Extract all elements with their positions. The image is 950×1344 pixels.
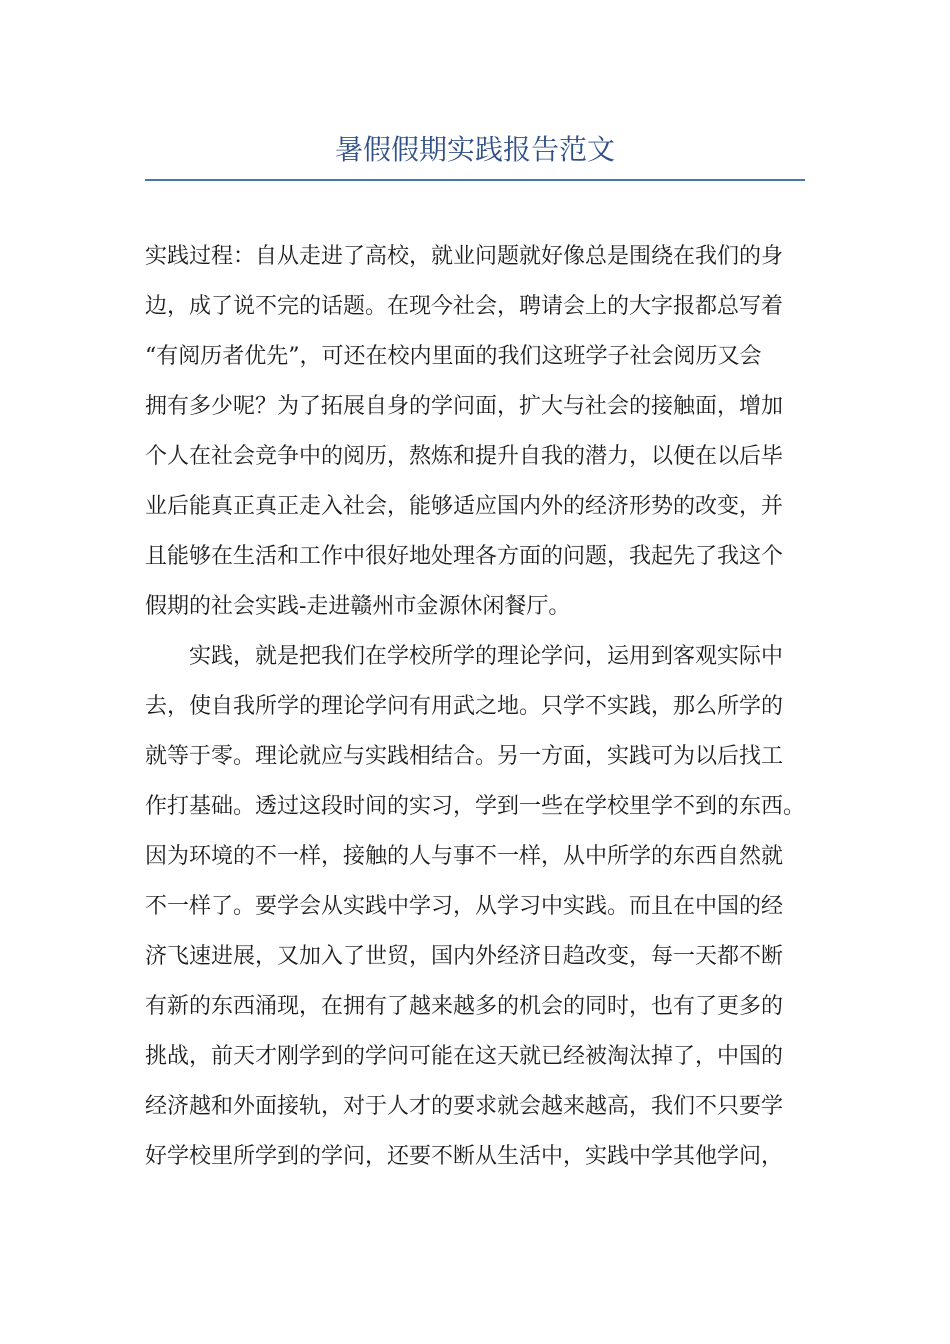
title-underline [145, 179, 805, 181]
text-line: 就等于零。理论就应与实践相结合。另一方面，实践可为以后找工 [145, 744, 784, 769]
text-line: 拥有多少呢？为了拓展自身的学问面，扩大与社会的接触面，增加 [145, 394, 784, 419]
text-line: 好学校里所学到的学问，还要不断从生活中，实践中学其他学问， [145, 1144, 784, 1169]
text-line: 挑战，前天才刚学到的学问可能在这天就已经被淘汰掉了，中国的 [145, 1044, 784, 1069]
text-line: 个人在社会竞争中的阅历，熬炼和提升自我的潜力，以便在以后毕 [145, 444, 784, 469]
document-title: 暑假假期实践报告范文 [334, 133, 615, 166]
text-line: 业后能真正真正走入社会，能够适应国内外的经济形势的改变，并 [145, 494, 784, 519]
text-line: 且能够在生活和工作中很好地处理各方面的问题，我起先了我这个 [145, 544, 784, 569]
text-line: 实践过程：自从走进了高校，就业问题就好像总是围绕在我们的身 [145, 244, 784, 269]
text-line: 有新的东西涌现，在拥有了越来越多的机会的同时，也有了更多的 [145, 994, 784, 1019]
document-body [145, 232, 809, 1182]
text-line: 作打基础。透过这段时间的实习，学到一些在学校里学不到的东西。 [145, 794, 806, 819]
text-line: 经济越和外面接轨，对于人才的要求就会越来越高，我们不只要学 [145, 1094, 784, 1119]
text-line: 不一样了。要学会从实践中学习，从学习中实践。而且在中国的经 [145, 894, 784, 919]
text-line: 济飞速进展，又加入了世贸，国内外经济日趋改变，每一天都不断 [145, 944, 784, 969]
text-line: 边，成了说不完的话题。在现今社会，聘请会上的大字报都总写着 [145, 294, 784, 319]
text-line: 实践，就是把我们在学校所学的理论学问，运用到客观实际中 [189, 644, 784, 669]
text-line: 假期的社会实践-走进赣州市金源休闲餐厅。 [145, 594, 571, 619]
text-line: 因为环境的不一样，接触的人与事不一样，从中所学的东西自然就 [145, 844, 784, 869]
text-line: “有阅历者优先”，可还在校内里面的我们这班学子社会阅历又会 [145, 344, 762, 369]
text-line: 去，使自我所学的理论学问有用武之地。只学不实践，那么所学的 [145, 694, 784, 719]
